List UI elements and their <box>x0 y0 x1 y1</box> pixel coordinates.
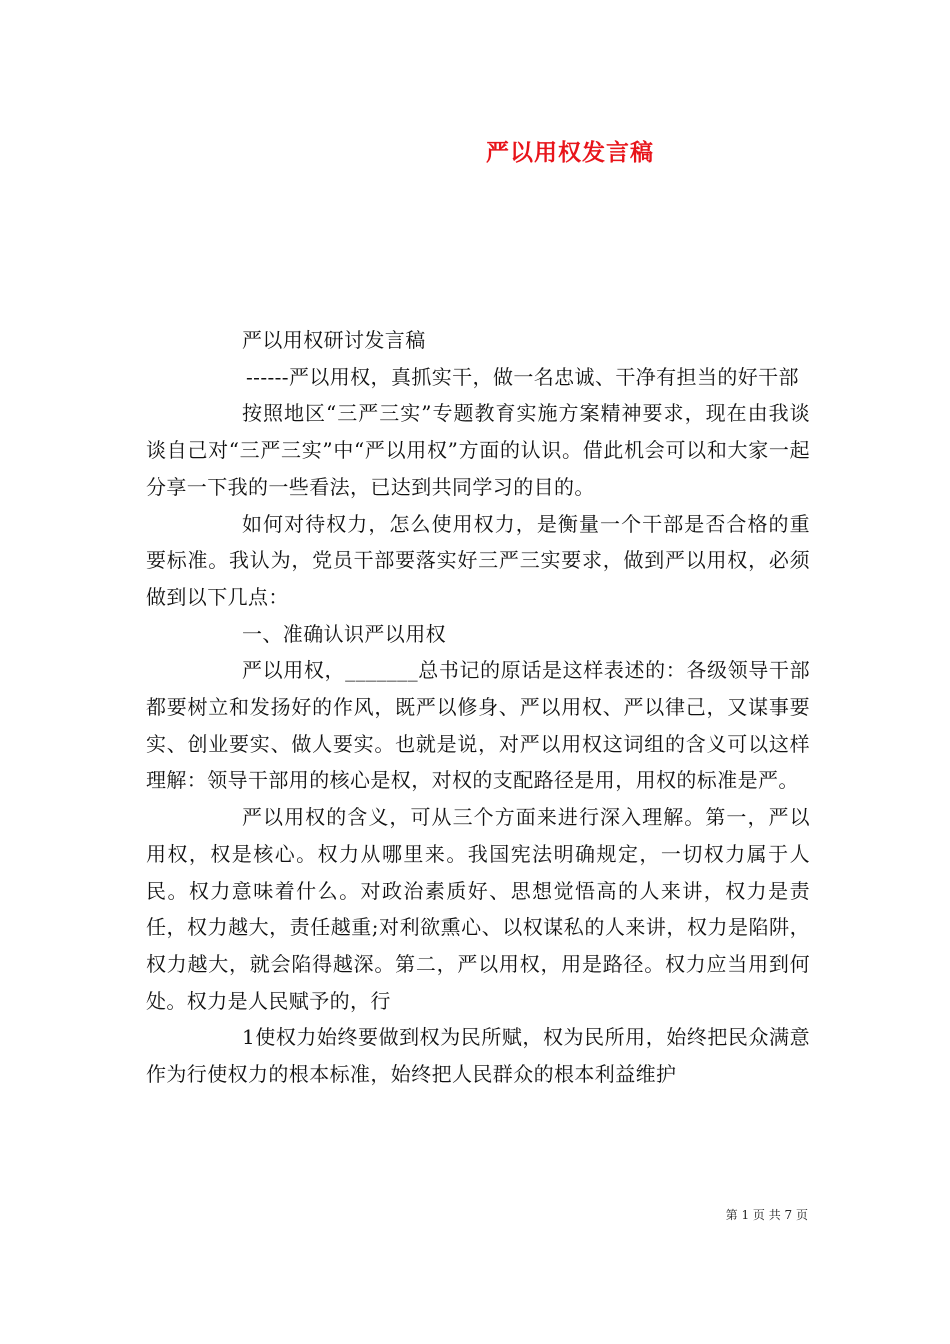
paragraph-1: 按照地区“三严三实”专题教育实施方案精神要求，现在由我谈谈自己对“三严三实”中“严以用权”方面的认识。借此机会可以和大家一起分享一下我的一些看法，已达到共同学习的目的。 <box>146 401 810 499</box>
page-number-footer: 第 1 页 共 7 页 <box>725 1208 808 1222</box>
subtitle-line: 严以用权研讨发言稿 <box>242 328 426 352</box>
tagline-line: ------严以用权，真抓实干，做一名忠诚、干净有担当的好干部 <box>246 364 799 389</box>
paragraph-4: 严以用权的含义，可从三个方面来进行深入理解。第一，严以用权，权是核心。权力从哪里来。我国宪法明确规定，一切权力属于人民。权力意味着什么。对政治素质好、思想觉悟高的人来讲，权力是责任，权力越大，责任越重;对利欲熏心、以权谋私的人来讲，权力是陷阱，权力越大，就会陷得越深。第二，严以用权，用是路径。权力应当用到何处。权力是人民赋予的，行 <box>146 805 810 1013</box>
section-heading-1: 一、准确认识严以用权 <box>242 621 446 646</box>
paragraph-5: 1使权力始终要做到权为民所赋，权为民所用，始终把民众满意作为行使权力的根本标准，始终把人民群众的根本利益维护 <box>146 1025 810 1087</box>
paragraph-2: 如何对待权力，怎么使用权力，是衡量一个干部是否合格的重要标准。我认为，党员干部要落实好三严三实要求，做到严以用权，必须做到以下几点： <box>146 511 810 609</box>
paragraph-3: 严以用权，_______总书记的原话是这样表述的：各级领导干部都要树立和发扬好的作风，既严以修身、严以用权、严以律己，又谋事要实、创业要实、做人要实。也就是说，对严以用权这词组的含义可以这样理解：领导干部用的核心是权，对权的支配路径是用，用权的标准是严。 <box>146 658 810 793</box>
document-title: 严以用权发言稿 <box>486 139 654 166</box>
document-body <box>146 322 810 1093</box>
